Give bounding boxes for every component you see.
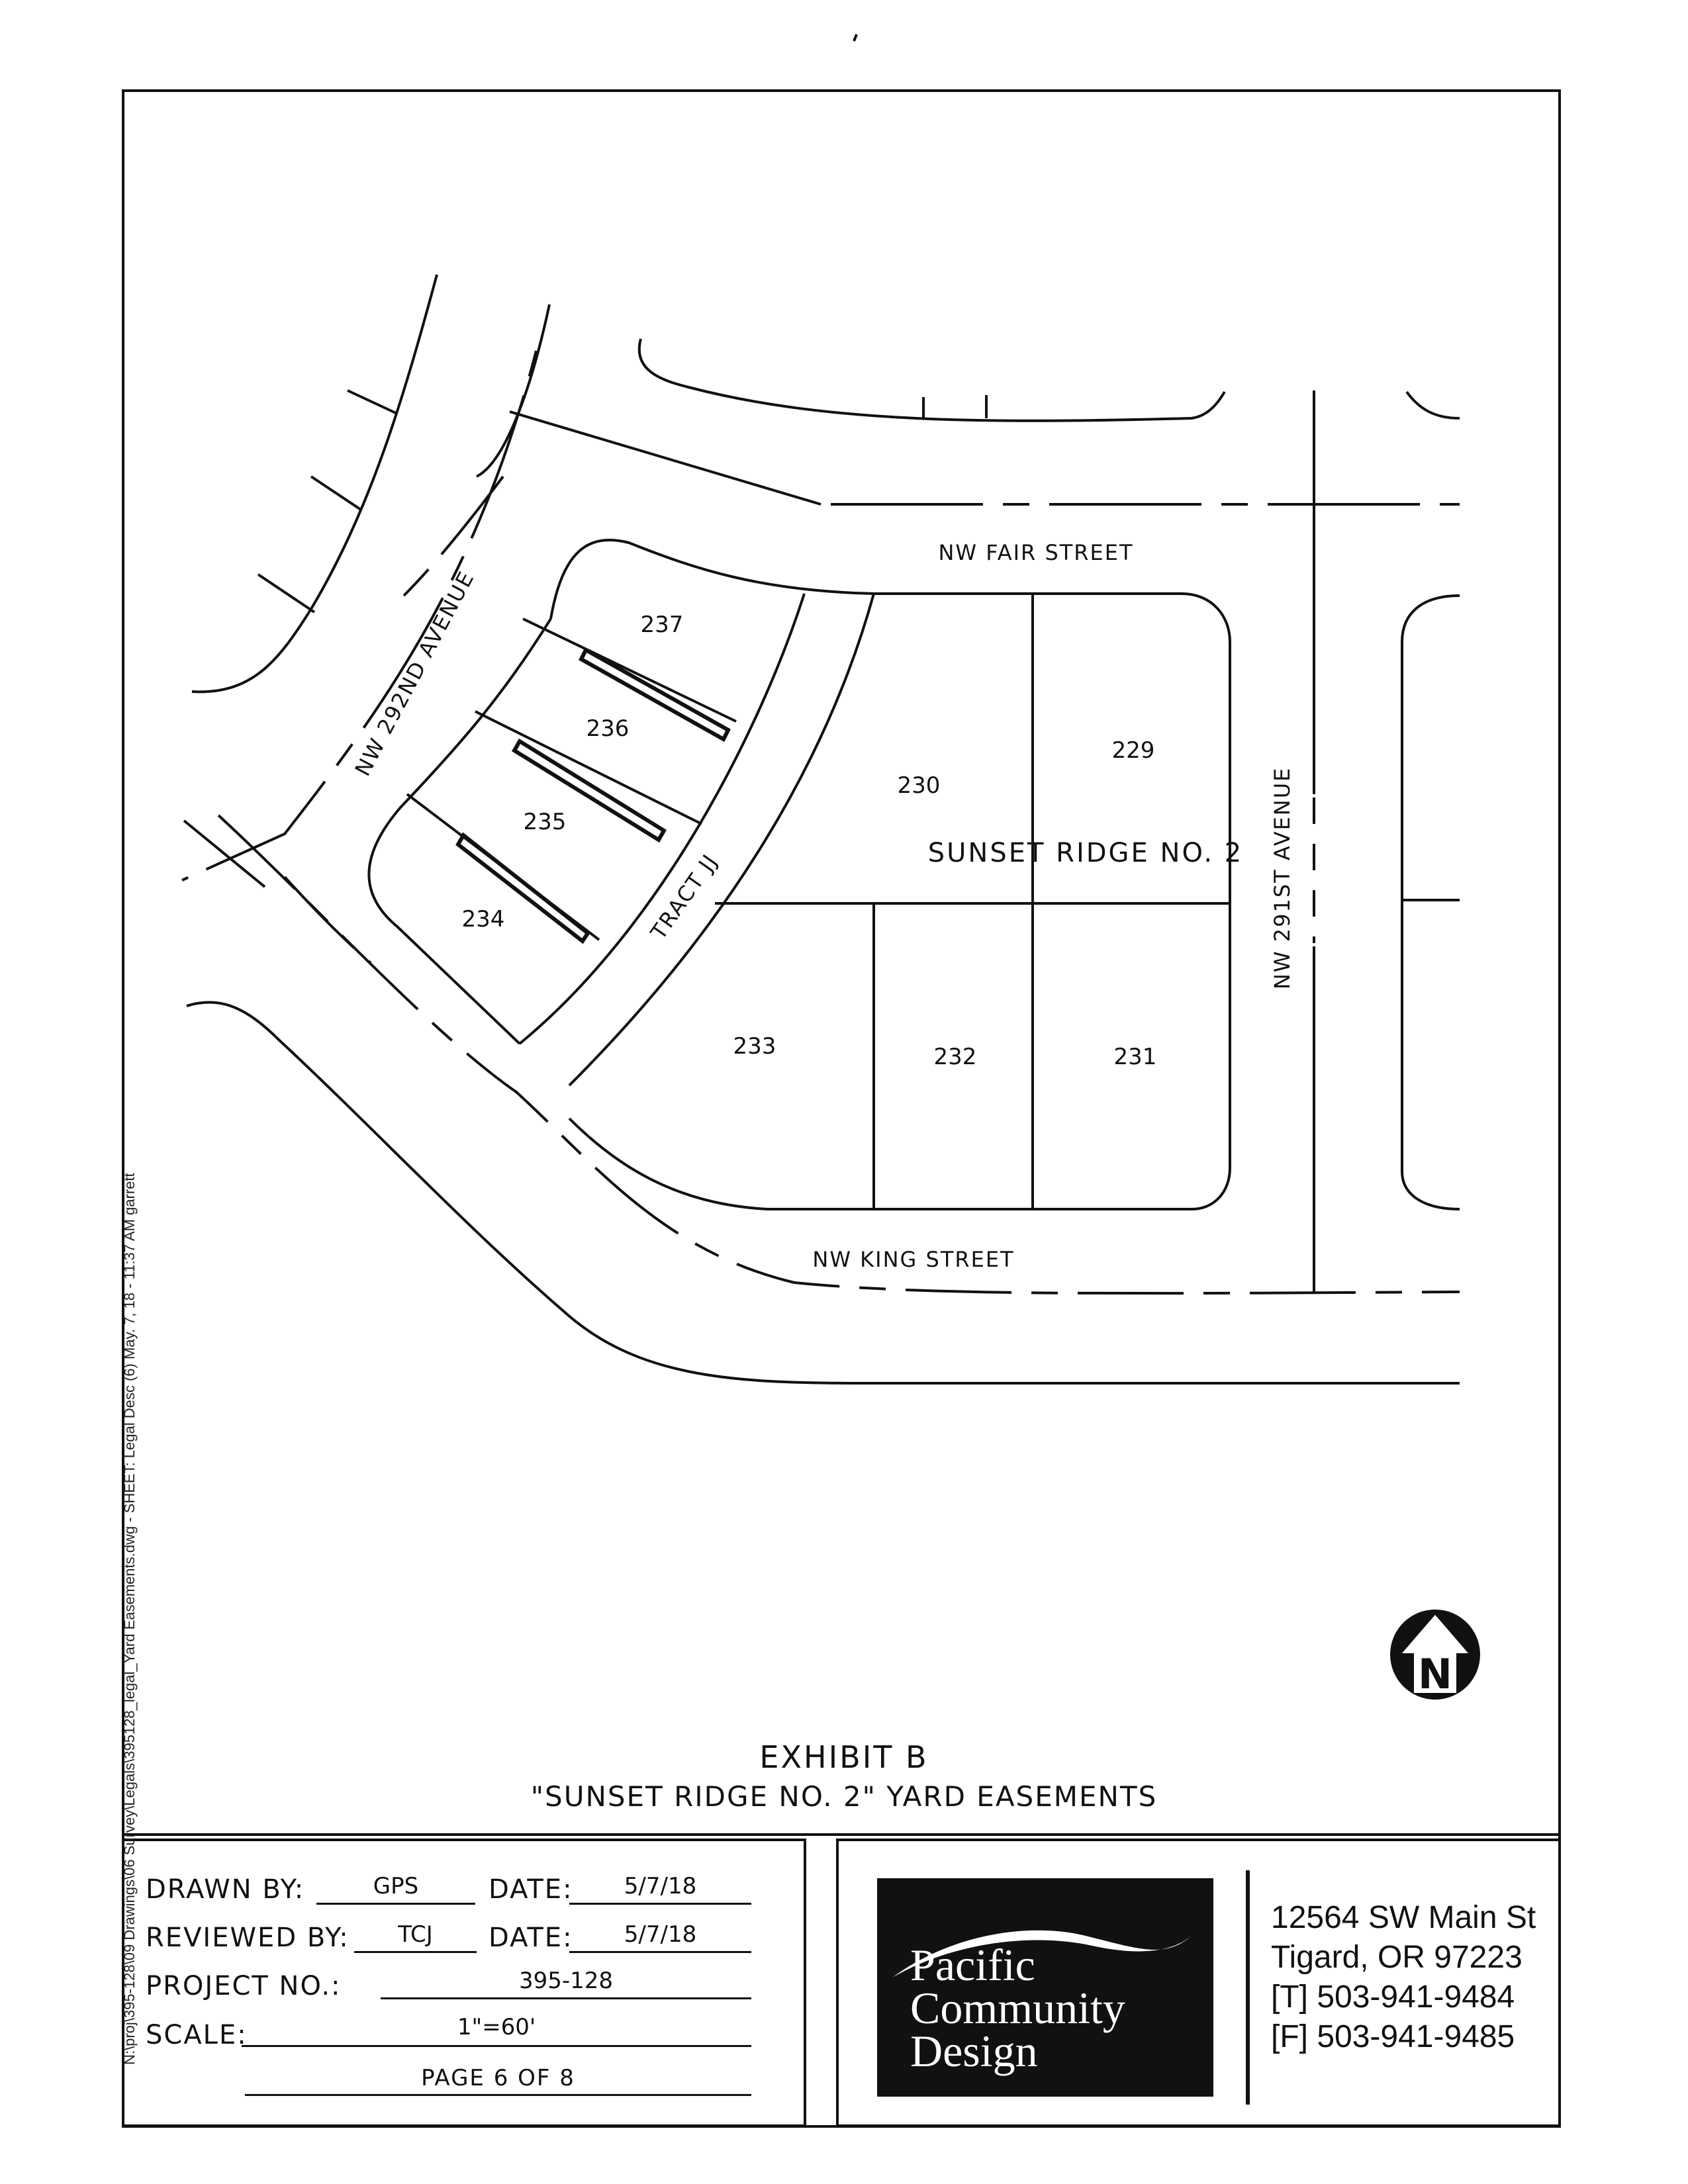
reviewed-date-value: 5/7/18: [624, 1921, 697, 1948]
reviewed-by-line: [354, 1951, 477, 1953]
reviewed-date-label: DATE:: [489, 1923, 573, 1953]
lot-236: 236: [586, 715, 630, 742]
scale-label: SCALE:: [146, 2020, 248, 2050]
reviewed-date-line: [569, 1951, 751, 1953]
tract-label: TRACT JJ: [645, 848, 723, 944]
exhibit-title: EXHIBIT B: [759, 1739, 929, 1775]
project-value: 395-128: [518, 1968, 614, 1994]
lot-233: 233: [733, 1033, 776, 1060]
project-label: PROJECT NO.:: [146, 1971, 342, 2001]
subdivision-label: SUNSET RIDGE NO. 2: [927, 838, 1244, 868]
drawn-date-label: DATE:: [489, 1874, 573, 1905]
file-path-stamp: N:\proj\395-128\09 Drawings\06 Survey\Legals\395128_legal_Yard Easements.dwg - SHEET: Legal Desc (6) May. 7, 18 - 11:37 AM garrett: [121, 1173, 138, 2065]
sheet-border: [123, 91, 1560, 2126]
address-street: 12564 SW Main St: [1271, 1900, 1536, 1935]
logo-name-line2: Community: [910, 1983, 1125, 2033]
logo-name-line3: Design: [910, 2026, 1038, 2076]
lot-235: 235: [523, 809, 567, 835]
lot-237: 237: [640, 612, 684, 638]
drawn-by-label: DRAWN BY:: [146, 1874, 305, 1905]
lot-229: 229: [1111, 737, 1155, 764]
page-line: [245, 2094, 751, 2096]
lot-232: 232: [933, 1044, 977, 1070]
fax: [F] 503-941-9485: [1271, 2019, 1515, 2054]
exhibit-subtitle: "SUNSET RIDGE NO. 2" YARD EASEMENTS: [530, 1780, 1158, 1813]
lot-231: 231: [1113, 1044, 1157, 1070]
street-lines: [182, 34, 1460, 1383]
drawn-by-line: [316, 1903, 475, 1905]
drawn-date-line: [569, 1903, 751, 1905]
logo-name-line1: Pacific: [910, 1940, 1035, 1990]
street-label-fair: NW FAIR STREET: [938, 540, 1134, 565]
street-label-291st: NW 291ST AVENUE: [1270, 766, 1295, 989]
phone: [T] 503-941-9484: [1271, 1979, 1515, 2015]
page-number: PAGE 6 OF 8: [421, 2065, 575, 2091]
address-city: Tigard, OR 97223: [1271, 1940, 1523, 1975]
north-arrow-icon: [1390, 1610, 1480, 1700]
scale-line: [242, 2045, 751, 2047]
lot-234: 234: [461, 906, 505, 933]
north-arrow-label: N: [1418, 1650, 1452, 1698]
scale-value: 1"=60': [457, 2014, 536, 2040]
reviewed-by-label: REVIEWED BY:: [146, 1923, 350, 1953]
drawn-by-value: GPS: [373, 1873, 419, 1899]
lot-230: 230: [897, 772, 941, 799]
street-label-king: NW KING STREET: [812, 1247, 1015, 1272]
drawn-date-value: 5/7/18: [624, 1873, 697, 1899]
reviewed-by-value: TCJ: [398, 1921, 433, 1948]
street-label-292nd: NW 292ND AVENUE: [350, 567, 480, 780]
project-line: [381, 1997, 751, 1999]
